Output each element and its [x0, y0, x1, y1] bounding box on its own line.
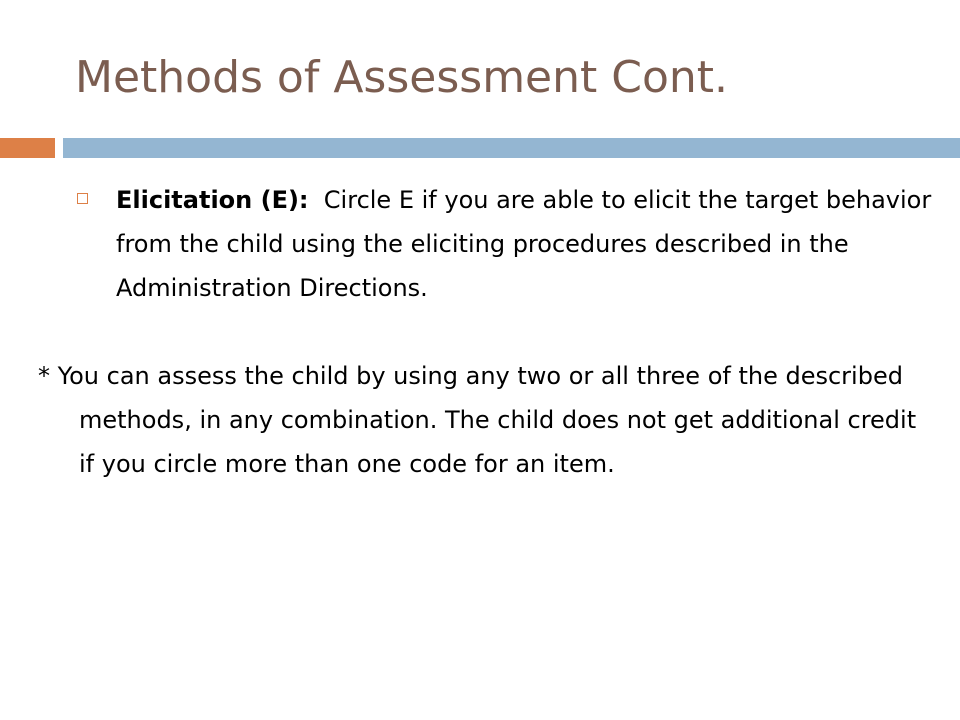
- bullet-text: Circle E if you are able to elicit the target behavior from the child using the eliciting procedures described in the Administration Directions.: [116, 186, 932, 302]
- bullet-term: Elicitation (E):: [116, 186, 309, 214]
- elicitation-bullet: [75, 178, 935, 310]
- assessment-note: * You can assess the child by using any two or all three of the described methods, in any combination. The child does not get additional credit if you circle more than one code for an item.: [38, 362, 917, 478]
- title-rule-bar: [63, 138, 960, 158]
- slide-title: Methods of Assessment Cont.: [75, 52, 729, 103]
- square-bullet-icon: [77, 193, 88, 204]
- title-rule-accent: [0, 138, 55, 158]
- slide-body: [38, 178, 935, 486]
